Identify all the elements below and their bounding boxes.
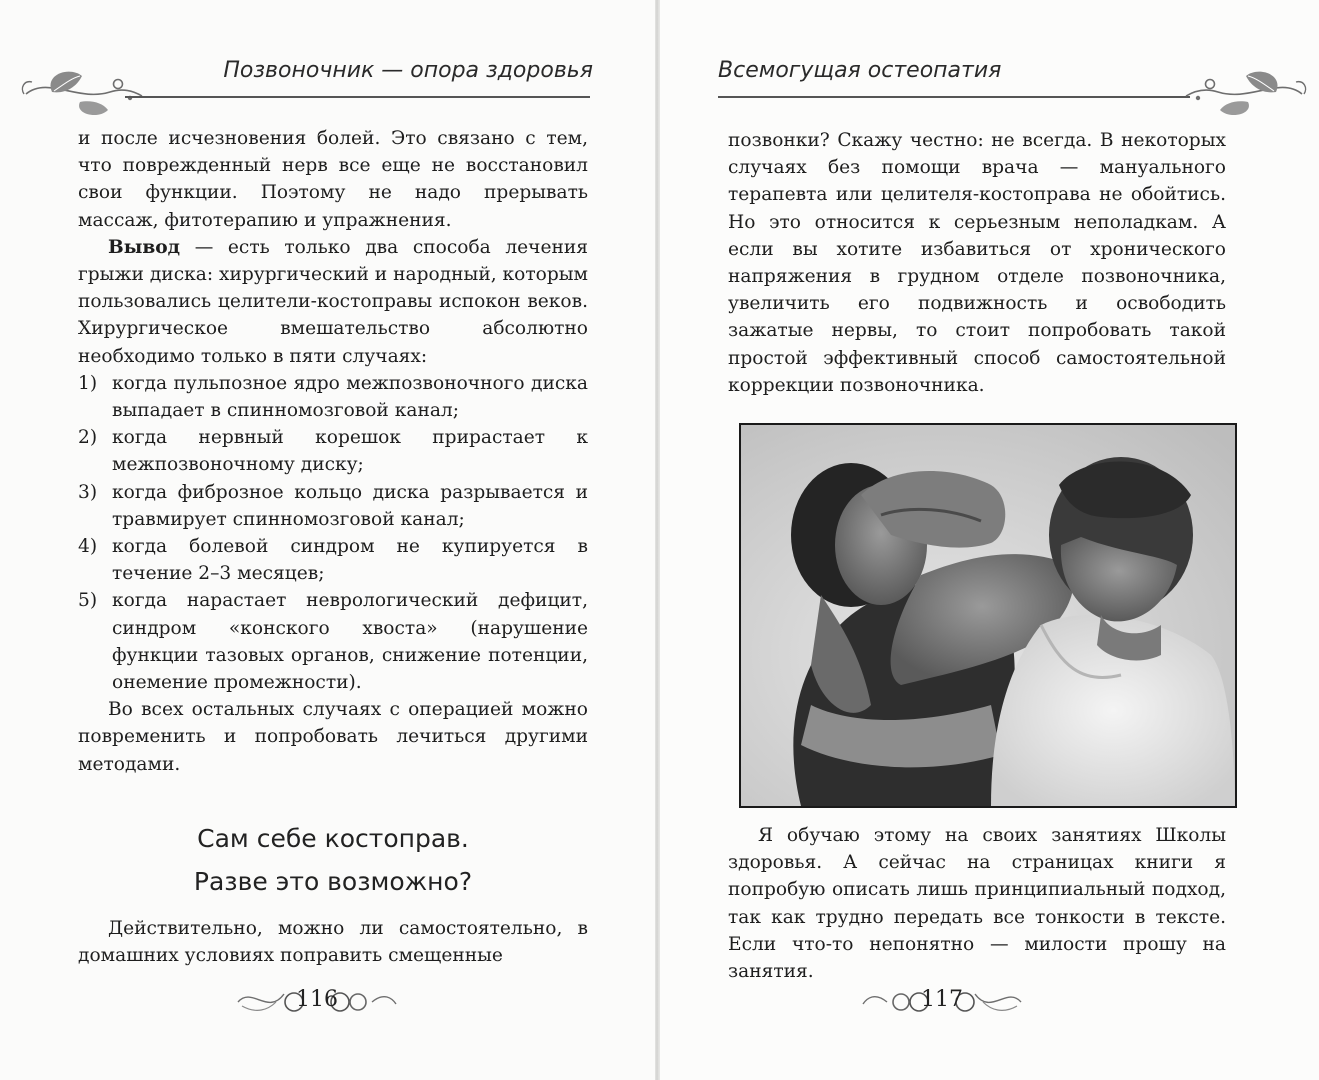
list-item xyxy=(78,370,588,424)
paragraph: позвонки? Скажу честно: не всегда. В некоторых случаях без помощи врача — мануального терапевта или целителя-костоправа не обойтись. Но это относится к серьезным неполадкам. А если вы хотите избавиться от хронического напряжения в грудном отделе позвоночника, увеличить его подвижность и освободить зажатые нервы, то стоит попробовать такой простой эффективный способ самостоятельной коррекции позвоночника. xyxy=(728,130,1226,396)
list-item xyxy=(78,479,588,533)
page-number-folio xyxy=(232,980,402,1024)
right-body-text-bottom xyxy=(728,822,1226,985)
list-number: 5) xyxy=(78,590,98,612)
leaf-ornament-icon xyxy=(1180,62,1310,122)
indications-list xyxy=(78,370,588,696)
page-number: 116 xyxy=(296,987,338,1012)
exercise-photo-image xyxy=(741,425,1235,806)
conclusion-label: Вывод xyxy=(108,236,181,258)
conclusion-paragraph xyxy=(78,234,588,370)
list-text: когда болевой синдром не купируется в течение 2–3 месяцев; xyxy=(112,536,588,585)
list-text: когда нарастает неврологический дефицит, синдром «конского хвоста» (нарушение функции тазовых органов, снижение потенции, онемение промежности). xyxy=(112,590,588,694)
paragraph: Во всех остальных случаях с операцией можно повременить и попробовать лечиться другими методами. xyxy=(78,699,588,775)
list-text: когда фиброзное кольцо диска разрывается и травмирует спинномозговой канал; xyxy=(112,481,588,530)
page-number: 117 xyxy=(921,987,963,1012)
section-heading-line: Разве это возможно? xyxy=(193,866,473,896)
exercise-photo xyxy=(739,423,1237,808)
list-number: 3) xyxy=(78,481,98,503)
list-number: 4) xyxy=(78,536,98,558)
list-number: 2) xyxy=(78,427,98,449)
header-rule xyxy=(125,96,590,98)
paragraph: Я обучаю этому на своих занятиях Школы здоровья. А сейчас на страницах книги я попробую описать лишь принципиальный подход, так как трудно передать все тонкости в тексте. Если что-то непонятно — милости прошу на занятия. xyxy=(728,825,1226,983)
list-number: 1) xyxy=(78,372,98,394)
list-item xyxy=(78,587,588,696)
right-body-text-top xyxy=(728,127,1226,399)
list-text: когда нервный корешок прирастает к межпозвоночному диску; xyxy=(112,427,588,476)
list-text: когда пульпозное ядро межпозвоночного диска выпадает в спинномозговой канал; xyxy=(112,372,588,422)
left-page xyxy=(0,0,655,1080)
leaf-ornament-icon xyxy=(18,62,148,122)
header-rule xyxy=(718,96,1190,98)
list-item xyxy=(78,424,588,478)
conclusion-text: — есть только два способа лечения грыжи диска: хирургический и народный, которым пользовались целители-костоправы испокон веков. Хирургическое вмешательство абсолютно необходимо только в пяти случаях: xyxy=(78,236,588,367)
page-number-folio xyxy=(857,980,1027,1024)
left-body-text xyxy=(78,125,588,969)
section-heading xyxy=(78,817,588,903)
paragraph: и после исчезновения болей. Это связано с тем, что поврежденный нерв все еще не восстановил свои функции. Поэтому не надо прерывать массаж, фитотерапию и упражнения. xyxy=(78,128,588,231)
running-head: Позвоночник — опора здоровья xyxy=(223,58,593,83)
list-item xyxy=(78,533,588,587)
running-head: Всемогущая остеопатия xyxy=(718,58,1002,83)
section-heading-line: Сам себе костоправ. xyxy=(197,823,469,853)
paragraph: Действительно, можно ли самостоятельно, в домашних условиях поправить смещенные xyxy=(78,917,588,967)
